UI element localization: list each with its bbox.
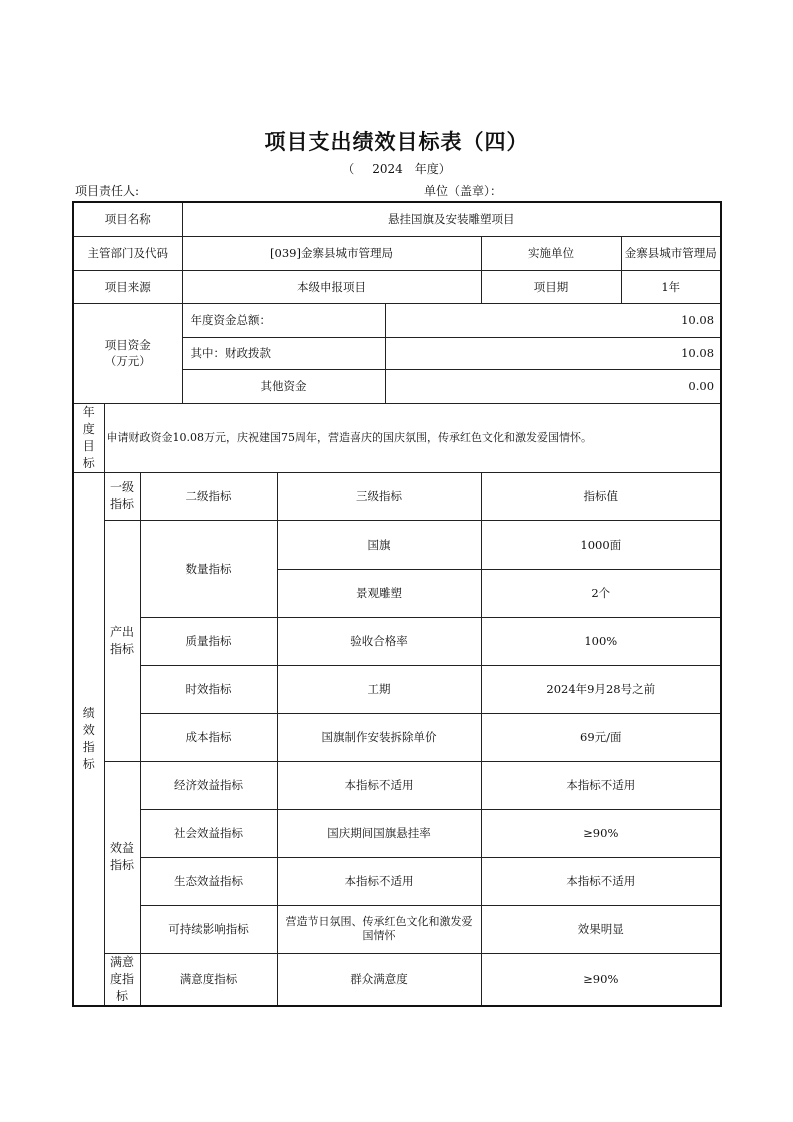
source-label: 项目来源 (73, 270, 182, 303)
table-row (73, 270, 721, 303)
l2-cell: 时效指标 (140, 665, 277, 713)
value-cell: 1000面 (481, 520, 721, 569)
l3-cell: 本指标不适用 (277, 761, 481, 809)
benefit-label-line: 指标 (109, 858, 134, 872)
l3-cell: 验收合格率 (277, 617, 481, 665)
perf-label (73, 472, 104, 1006)
other-value: 0.00 (385, 369, 721, 403)
l3-cell: 国旗 (277, 520, 481, 569)
l2-cell: 生态效益指标 (140, 857, 277, 905)
performance-table (72, 201, 722, 1007)
l3-cell (277, 905, 481, 953)
l3-cell: 国庆期间国旗悬挂率 (277, 809, 481, 857)
l3-line: 国情怀 (362, 929, 396, 942)
satisfaction-label (104, 953, 140, 1006)
table-row (73, 236, 721, 270)
table-row (73, 202, 721, 236)
satisfaction-label-line: 标 (115, 988, 128, 1003)
perf-label-char: 标 (82, 756, 95, 771)
total-value: 10.08 (385, 303, 721, 337)
level1-head (104, 472, 140, 520)
unit-label: 单位（盖章）： (424, 184, 503, 198)
fiscal-value: 10.08 (385, 337, 721, 369)
l2-cell: 成本指标 (140, 713, 277, 761)
impl-value: 金寨县城市管理局 (621, 236, 721, 270)
table-row (73, 761, 721, 809)
table-row (73, 857, 721, 905)
output-label-line: 产出 (109, 624, 134, 639)
goal-text: 申请财政资金10.08万元，庆祝建国75周年，营造喜庆的国庆氛围，传承红色文化和激发爱国情怀。 (104, 403, 721, 472)
l3-line: 营造节日氛围、传承红色文化和激发爱 (285, 915, 473, 928)
goal-label (73, 403, 104, 472)
goal-label-line1: 年度 (82, 404, 95, 436)
value-cell: 本指标不适用 (481, 857, 721, 905)
table-row (73, 809, 721, 857)
l3-cell: 工期 (277, 665, 481, 713)
year-suffix: 年度） (414, 162, 451, 176)
value-cell: ≥90% (481, 953, 721, 1006)
perf-label-char: 指 (82, 739, 95, 754)
period-value: 1年 (621, 270, 721, 303)
year-value: 2024 (372, 162, 403, 176)
level3-head: 三级指标 (277, 472, 481, 520)
benefit-label (104, 761, 140, 953)
value-cell: 100% (481, 617, 721, 665)
table-row (73, 303, 721, 337)
table-row (73, 472, 721, 520)
l2-cell: 社会效益指标 (140, 809, 277, 857)
level1-head-line: 指标 (109, 497, 134, 511)
fund-label-line2: （万元） (104, 354, 151, 368)
dept-label: 主管部门及代码 (73, 236, 182, 270)
l2-quantity: 数量指标 (140, 520, 277, 617)
value-cell: ≥90% (481, 809, 721, 857)
l3-cell: 国旗制作安装拆除单价 (277, 713, 481, 761)
l2-cell: 可持续影响指标 (140, 905, 277, 953)
total-label: 年度资金总额： (182, 303, 385, 337)
source-value: 本级申报项目 (182, 270, 481, 303)
dept-value: [039]金寨县城市管理局 (182, 236, 481, 270)
level2-head: 二级指标 (140, 472, 277, 520)
value-cell: 2024年9月28号之前 (481, 665, 721, 713)
l3-cell: 景观雕塑 (277, 569, 481, 617)
project-name-label: 项目名称 (73, 202, 182, 236)
goal-label-line2: 目标 (82, 438, 95, 470)
table-row (73, 905, 721, 953)
period-label: 项目期 (481, 270, 621, 303)
l3-cell: 本指标不适用 (277, 857, 481, 905)
value-cell: 69元/面 (481, 713, 721, 761)
l2-cell: 经济效益指标 (140, 761, 277, 809)
table-row (73, 953, 721, 1006)
level1-head-line: 一级 (109, 480, 134, 494)
responsible-label: 项目责任人: (75, 184, 140, 198)
l3-cell: 群众满意度 (277, 953, 481, 1006)
page-title: 项目支出绩效目标表（四） (264, 130, 529, 154)
satisfaction-label-line: 度指 (109, 971, 134, 986)
value-cell: 2个 (481, 569, 721, 617)
impl-label: 实施单位 (481, 236, 621, 270)
value-cell: 本指标不适用 (481, 761, 721, 809)
year-open: （ (342, 162, 355, 176)
value-cell: 效果明显 (481, 905, 721, 953)
table-row (73, 665, 721, 713)
other-label: 其他资金 (182, 369, 385, 403)
benefit-label-line: 效益 (109, 841, 134, 855)
fiscal-label: 其中：财政拨款 (182, 337, 385, 369)
fund-label (73, 303, 182, 403)
table-row (73, 713, 721, 761)
year-line (0, 160, 793, 177)
l2-cell: 满意度指标 (140, 953, 277, 1006)
value-head: 指标值 (481, 472, 721, 520)
table-row (73, 617, 721, 665)
output-label-line: 指标 (109, 641, 134, 656)
satisfaction-label-line: 满意 (109, 954, 134, 969)
project-name-value: 悬挂国旗及安装雕塑项目 (182, 202, 721, 236)
table-row (73, 520, 721, 569)
l2-cell: 质量指标 (140, 617, 277, 665)
table-row (73, 403, 721, 472)
perf-label-char: 效 (82, 722, 95, 737)
perf-label-char: 绩 (82, 705, 95, 720)
fund-label-line1: 项目资金 (104, 338, 151, 352)
output-label (104, 520, 140, 761)
